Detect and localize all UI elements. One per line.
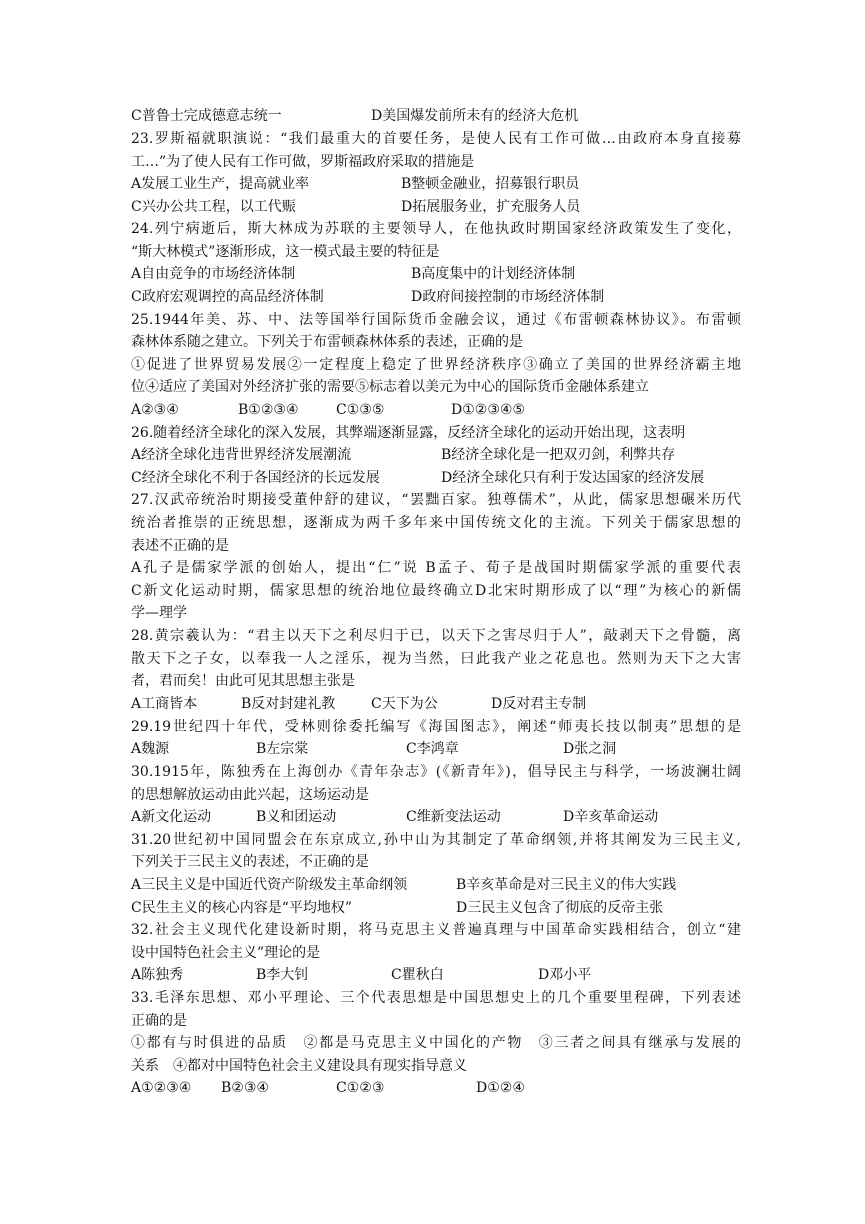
question-25-items-cont: 位④适应了美国对外经济扩张的需要⑤标志着以美元为中心的国际货币金融体系建立 xyxy=(131,379,649,395)
question-33-items-cont: 关系 ④都对中国特色社会主义建设具有现实指导意义 xyxy=(131,1058,467,1074)
option-d: D邓小平 xyxy=(538,967,592,983)
option-c: C兴办公共工程，以工代赈 xyxy=(131,199,296,215)
option-d: D拓展服务业，扩充服务人员 xyxy=(401,199,581,215)
option-c: C天下为公 xyxy=(371,696,438,712)
option-c: C民生主义的核心内容是“平均地权” xyxy=(131,900,353,916)
question-25-cont: 森林体系随之建立。下列关于布雷顿森林体系的表述，正确的是 xyxy=(131,334,523,350)
option-b: B整顿金融业，招募银行职员 xyxy=(401,176,580,192)
option-a: A②③④ xyxy=(131,402,179,418)
option-d: D美国爆发前所未有的经济大危机 xyxy=(371,108,579,124)
question-30-cont: 的思想解放运动由此兴起，这场运动是 xyxy=(131,787,369,803)
option-a: A工商皆本 xyxy=(131,696,198,712)
option-a: A新文化运动 xyxy=(131,809,212,825)
option-a: A发展工业生产，提高就业率 xyxy=(131,176,310,192)
option-b: B李大钊 xyxy=(256,967,309,983)
option-c: C经济全球化不利于各国经济的长远发展 xyxy=(131,470,380,486)
question-28-cont2: 者，君而矣！由此可见其思想主张是 xyxy=(131,673,355,689)
option-c: C①②③ xyxy=(336,1080,385,1096)
question-26: 26.随着经济全球化的深入发展，其弊端逐渐显露，反经济全球化的运动开始出现，这表明 xyxy=(131,425,686,441)
option-c: C维新变法运动 xyxy=(406,809,501,825)
option-d: D辛亥革命运动 xyxy=(563,809,659,825)
question-32: 32.社会主义现代化建设新时期，将马克思主义普遍真理与中国革命实践相结合，创立“建 xyxy=(131,922,741,938)
option-a: A①②③④ xyxy=(131,1080,192,1096)
question-28: 28.黄宗羲认为：“君主以天下之利尽归于已，以天下之害尽归于人”，敲剥天下之骨髓，离 xyxy=(131,628,741,644)
option-a: A自由竞争的市场经济体制 xyxy=(131,266,296,282)
option-d: D三民主义包含了彻底的反帝主张 xyxy=(456,900,664,916)
question-33-items: ①都有与时俱进的品质 ②都是马克思主义中国化的产物 ③三者之间具有继承与发展的 xyxy=(131,1035,741,1051)
option-c: C①③⑤ xyxy=(336,402,385,418)
question-27-cont2: 表述不正确的是 xyxy=(131,538,229,554)
options-ab: A孔子是儒家学派的创始人，提出“仁”说 B孟子、荀子是战国时期儒家学派的重要代表 xyxy=(131,560,741,576)
question-25: 25.1944年美、苏、中、法等国举行国际货币金融会议，通过《布雷顿森林协议》。布雷顿 xyxy=(131,312,741,328)
question-23: 23.罗斯福就职演说：“我们最重大的首要任务，是使人民有工作可做…由政府本身直接募 xyxy=(131,131,741,147)
question-23-cont: 工…”为了使人民有工作可做，罗斯福政府采取的措施是 xyxy=(131,154,475,170)
question-32-cont: 设中国特色社会主义”理论的是 xyxy=(131,945,321,961)
option-a: A三民主义是中国近代资产阶级发主革命纲领 xyxy=(131,877,408,893)
option-b: B高度集中的计划经济体制 xyxy=(411,266,576,282)
question-27-cont: 统治者推崇的正统思想，逐渐成为两千多年来中国传统文化的主流。下列关于儒家思想的 xyxy=(131,515,741,531)
option-c: C普鲁士完成德意志统一 xyxy=(131,108,282,124)
question-29: 29.19世纪四十年代，受林则徐委托编写《海国图志》，阐述“师夷长技以制夷”思想的是 xyxy=(131,719,741,735)
option-d: D张之洞 xyxy=(563,741,617,757)
option-a: A陈独秀 xyxy=(131,967,184,983)
question-27: 27.汉武帝统治时期接受董仲舒的建议，“罢黜百家。独尊儒术”，从此，儒家思想碾米历代 xyxy=(131,492,741,508)
option-d: D①②③④⑤ xyxy=(451,402,525,418)
option-b: B①②③④ xyxy=(238,402,299,418)
question-33-cont: 正确的是 xyxy=(131,1013,187,1029)
options-cd: C新文化运动时期，儒家思想的统治地位最终确立D北宋时期形成了以“理”为核心的新儒 xyxy=(131,583,741,599)
options-cd-cont: 学—理学 xyxy=(131,605,187,621)
option-b: B经济全球化是一把双刃剑，利弊共存 xyxy=(441,447,676,463)
option-b: B义和团运动 xyxy=(256,809,337,825)
option-c: C政府宏观调控的高品经济体制 xyxy=(131,289,324,305)
option-d: D经济全球化只有利于发达国家的经济发展 xyxy=(441,470,705,486)
question-24: 24.列宁病逝后，斯大林成为苏联的主要领导人，在他执政时期国家经济政策发生了变化， xyxy=(131,221,741,237)
option-b: B左宗棠 xyxy=(256,741,309,757)
option-b: B②③④ xyxy=(221,1080,269,1096)
option-c: C李鸿章 xyxy=(406,741,459,757)
option-b: B反对封建礼教 xyxy=(241,696,336,712)
question-28-cont: 散天下之子女，以奉我一人之淫乐，视为当然，曰此我产业之花息也。然则为天下之大害 xyxy=(131,651,741,667)
question-33: 33.毛泽东思想、邓小平理论、三个代表思想是中国思想史上的几个重要里程碑，下列表述 xyxy=(131,990,741,1006)
option-a: A魏源 xyxy=(131,741,170,757)
option-d: D政府间接控制的市场经济体制 xyxy=(411,289,605,305)
option-b: B辛亥革命是对三民主义的伟大实践 xyxy=(456,877,677,893)
option-d: D反对君主专制 xyxy=(491,696,587,712)
question-25-items: ①促进了世界贸易发展②一定程度上稳定了世界经济秩序③确立了美国的世界经济霸主地 xyxy=(131,357,741,373)
question-24-cont: “斯大林模式”逐渐形成，这一模式最主要的特征是 xyxy=(131,244,440,260)
option-a: A经济全球化违背世界经济发展潮流 xyxy=(131,447,352,463)
option-d: D①②④ xyxy=(476,1080,525,1096)
question-31: 31.20世纪初中国同盟会在东京成立,孙中山为其制定了革命纲领,并将其阐发为三民主义, xyxy=(131,832,741,848)
option-c: C瞿秋白 xyxy=(391,967,444,983)
question-30: 30.1915年，陈独秀在上海创办《青年杂志》(《新青年》)，倡导民主与科学，一场波澜壮阔 xyxy=(131,764,741,780)
question-31-cont: 下列关于三民主义的表述，不正确的是 xyxy=(131,854,369,870)
